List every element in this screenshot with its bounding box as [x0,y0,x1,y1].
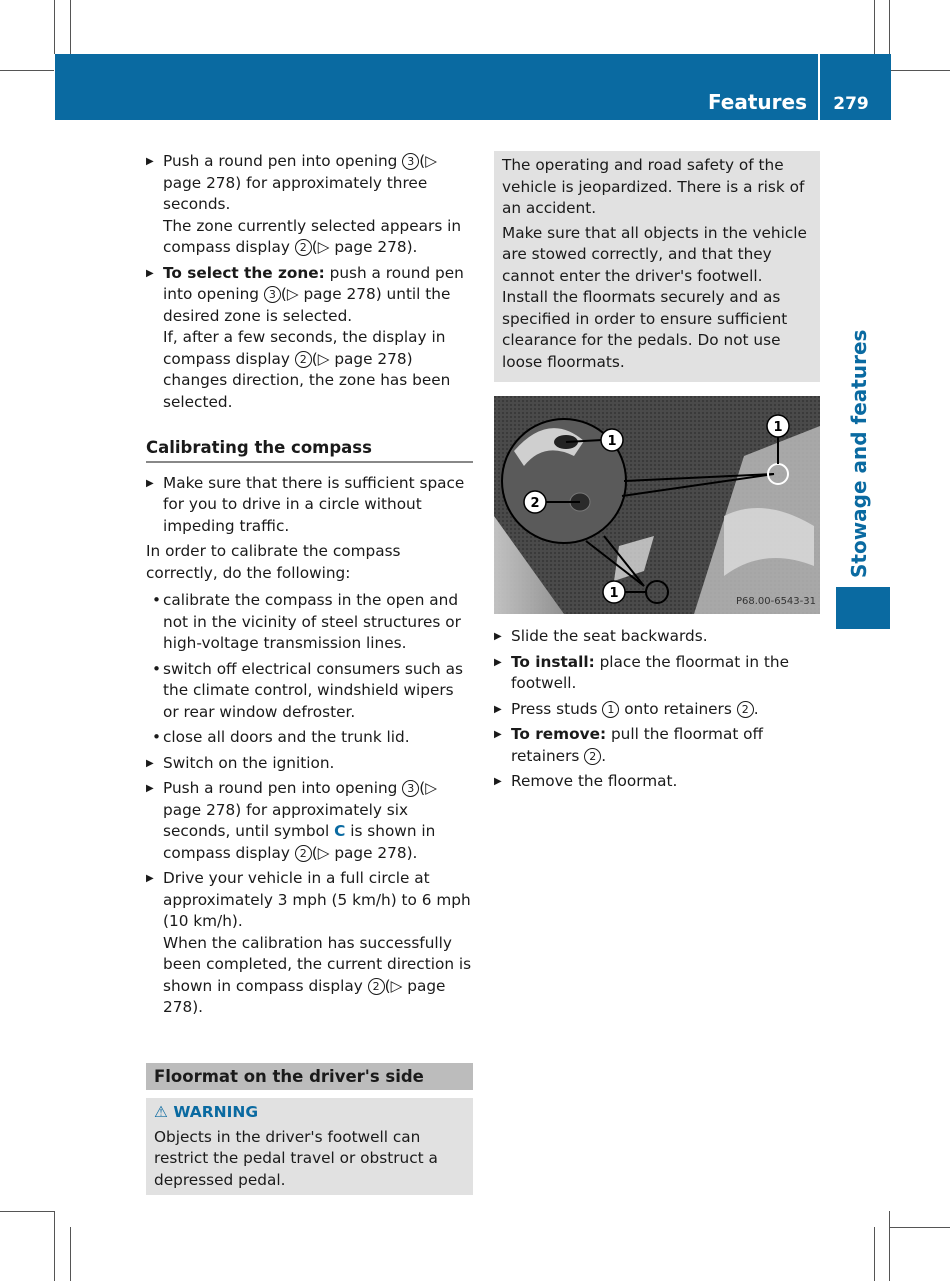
crop-mark [70,1227,71,1281]
crop-mark [890,1227,950,1228]
crop-mark [874,1227,875,1281]
warning-icon: ⚠ [154,1103,168,1121]
step-text: place the floormat in the footwell. [511,652,789,692]
left-column [146,151,473,1195]
crop-mark [889,0,890,54]
step-text: . [753,699,759,718]
step-text: is shown in compass display [163,822,436,862]
photo-callout-4: 1 [609,586,619,601]
step-label: To select the zone: [163,263,325,282]
crop-mark [0,1211,54,1212]
callout-2: 2 [737,701,754,718]
callout-2: 2 [584,748,601,765]
step-text: Press studs [511,699,603,718]
calib-bullet: • calibrate the compass in the open and not in the vicinity of steel structures or high-voltage transmission lines. [146,590,473,655]
crop-mark [0,70,54,71]
step-subtext: When the calibration has successfully been completed, the current direction is shown in compass display [163,933,472,995]
warning-continued-p2: Make sure that all objects in the vehicle are stowed correctly, and that they cannot enter the driver's footwell. Install the floormats securely and as specified in order to ensure sufficient clearance for the pedals. Do not use loose floormats. [502,223,807,371]
photo-callout-2: 2 [530,496,540,511]
calibrating-heading: Calibrating the compass [146,437,473,463]
floormat-illustration [494,396,820,614]
warning-text: Objects in the driver's footwell can restrict the pedal travel or obstruct a depressed pedal. [154,1127,438,1189]
step-push-pen-six [146,778,473,864]
step-remove [494,724,820,767]
floormat-steps [494,626,820,793]
photo-callout-1: 1 [607,434,617,449]
step-text: pull the floormat off retainers [511,725,764,765]
callout-3: 3 [264,286,281,303]
step-remove-floormat: ▶ Remove the floormat. [494,771,820,793]
step-subtext: The zone currently selected appears in compass display 2 (▷ page 278). [163,216,462,256]
photo-callout-3: 1 [773,420,783,435]
floormat-photo [494,396,820,614]
callout-3: 3 [402,153,419,170]
crop-mark [874,0,875,54]
step-install [494,652,820,695]
step-ignition: ▶ Switch on the ignition. [146,753,473,775]
step-drive-circle [146,868,473,1019]
calibration-symbol: C [334,822,346,840]
step-text: (▷ page 278) for approximately six seconds, until symbol [163,779,437,840]
page-number: 279 [833,94,869,114]
side-tab-marker [836,587,890,629]
step-text: (▷ page 278). [311,843,418,862]
step-text: Push a round pen into opening [163,779,403,797]
step-push-pen [146,151,473,259]
step-label: To remove: [511,725,607,743]
step-text: . [601,746,607,765]
step-slide-seat: ▶ Slide the seat backwards. [494,626,820,648]
crop-mark [54,0,55,54]
calib-bullet: • switch off electrical consumers such as the climate control, windshield wipers or rear window defroster. [146,659,473,724]
callout-2: 2 [295,351,312,368]
crop-mark [890,70,950,71]
crop-mark [889,1211,890,1281]
floormat-heading: Floormat on the driver's side [146,1063,473,1091]
callout-2: 2 [295,845,312,862]
warning-box [146,1098,473,1195]
step-space: ▶ Make sure that there is sufficient space for you to drive in a circle without impeding traffic. [146,473,473,538]
section-title: Features [707,90,807,114]
photo-code: P68.00-6543-31 [735,595,816,607]
step-press-studs [494,699,820,721]
callout-3: 3 [402,780,419,797]
callout-2: 2 [295,239,312,256]
calib-bullet: • close all doors and the trunk lid. [146,727,473,749]
callout-1: 1 [602,701,619,718]
crop-mark [70,0,71,54]
warning-title [154,1102,465,1124]
crop-mark [54,1211,55,1281]
side-tab-label: Stowage and features [847,329,871,578]
right-column [494,151,820,797]
step-text: Drive your vehicle in a full circle at approximately 3 mph (5 km/h) to 6 mph (10 km/h). [163,869,471,930]
warning-continued-p1: The operating and road safety of the vehicle is jeopardized. There is a risk of an accident. [502,156,805,217]
callout-2: 2 [368,978,385,995]
step-subtext: (▷ page 278). [163,976,446,1016]
step-label: To install: [511,652,595,671]
step-select-zone: ▶ To select the zone: push a round pen into opening 3 (▷ page 278) until the desired zone is selected. If, after a few seconds, the display in compass display 2 (▷ page 278) changes direction, the zone has been selected. [146,263,473,414]
header-divider [818,54,820,120]
calib-intro: In order to calibrate the compass correctly, do the following: [146,542,401,582]
step-text: onto retainers [619,699,737,718]
warning-continued-box [494,151,820,382]
step-text: Push a round pen into opening 3 (▷ page 278) for approximately three seconds. [163,152,437,213]
warning-label: WARNING [173,1103,259,1121]
